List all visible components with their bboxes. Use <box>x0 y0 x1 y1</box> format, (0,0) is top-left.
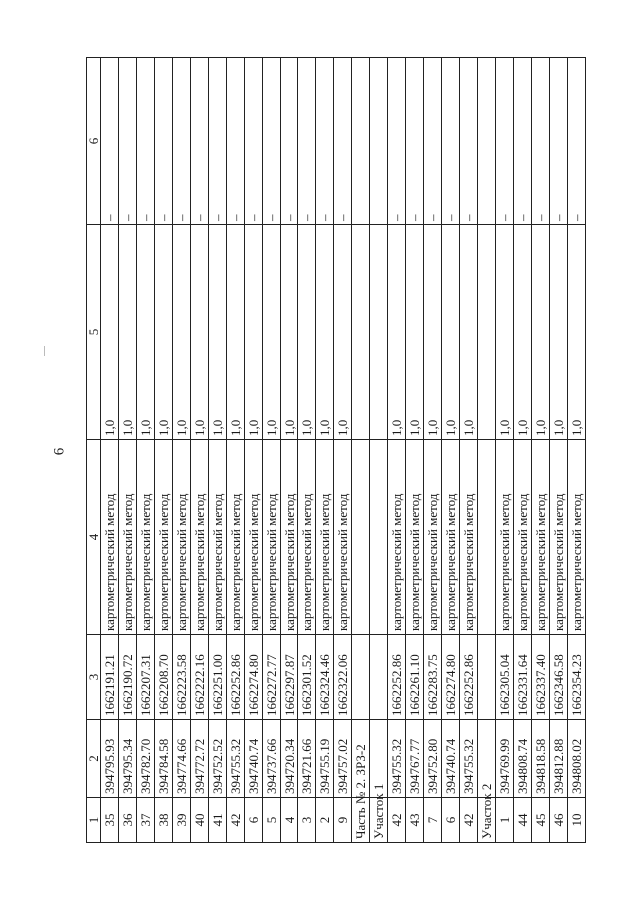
table-cell: 1,0 <box>406 225 424 440</box>
table-cell: 1662283.75 <box>424 635 442 720</box>
table-cell: 1662346.58 <box>549 635 567 720</box>
table-cell: картометрический метод <box>208 440 226 635</box>
table-cell: 1,0 <box>172 225 190 440</box>
table-row <box>190 58 208 843</box>
table-cell: – <box>280 58 298 225</box>
table-cell: картометрический метод <box>118 440 136 635</box>
table-cell: 394772.72 <box>190 720 208 798</box>
column-header: 1 <box>87 798 101 843</box>
table-row <box>280 58 298 843</box>
table-row <box>513 58 531 843</box>
table-cell: 1662331.64 <box>513 635 531 720</box>
table-cell: 41 <box>208 798 226 843</box>
table-cell: – <box>101 58 119 225</box>
table-cell: картометрический метод <box>460 440 478 635</box>
table-cell: 35 <box>101 798 119 843</box>
table-cell: 1 <box>495 798 513 843</box>
section-label: Часть № 2. ЗРЗ-2 <box>352 798 370 843</box>
empty-cell <box>478 635 496 720</box>
table-cell: 394757.02 <box>334 720 352 798</box>
table-row <box>442 58 460 843</box>
table-cell: 1662223.58 <box>172 635 190 720</box>
table-row <box>154 58 172 843</box>
document-sheet <box>86 58 586 843</box>
table-cell: – <box>334 58 352 225</box>
table-cell: 1,0 <box>190 225 208 440</box>
table-cell: 5 <box>262 798 280 843</box>
table-cell: картометрический метод <box>136 440 154 635</box>
table-cell: картометрический метод <box>442 440 460 635</box>
table-cell: 42 <box>388 798 406 843</box>
table-cell: 394812.88 <box>549 720 567 798</box>
table-cell: картометрический метод <box>172 440 190 635</box>
table-cell: 1,0 <box>531 225 549 440</box>
table-cell: – <box>424 58 442 225</box>
table-cell: 1662274.80 <box>244 635 262 720</box>
table-cell: 394752.52 <box>208 720 226 798</box>
table-cell: 394795.34 <box>118 720 136 798</box>
empty-cell <box>478 225 496 440</box>
empty-cell <box>352 440 370 635</box>
table-cell: 1662305.04 <box>495 635 513 720</box>
table-cell: 394755.19 <box>316 720 334 798</box>
table-cell: – <box>460 58 478 225</box>
empty-cell <box>352 225 370 440</box>
column-header: 6 <box>87 58 101 225</box>
table-cell: – <box>154 58 172 225</box>
table-cell: 43 <box>406 798 424 843</box>
table-cell: картометрический метод <box>244 440 262 635</box>
table-cell: 1,0 <box>280 225 298 440</box>
table-header-row <box>87 58 101 843</box>
column-header: 5 <box>87 225 101 440</box>
table-row <box>118 58 136 843</box>
table-cell: – <box>513 58 531 225</box>
table-cell: картометрический метод <box>388 440 406 635</box>
rotated-table-container <box>86 58 586 843</box>
table-cell: 394767.77 <box>406 720 424 798</box>
table-cell: 394740.74 <box>244 720 262 798</box>
table-cell: 394720.34 <box>280 720 298 798</box>
table-cell: 7 <box>424 798 442 843</box>
table-cell: 1662252.86 <box>460 635 478 720</box>
table-cell: картометрический метод <box>262 440 280 635</box>
table-cell: картометрический метод <box>154 440 172 635</box>
table-cell: 1,0 <box>549 225 567 440</box>
table-cell: – <box>549 58 567 225</box>
table-cell: 10 <box>567 798 585 843</box>
table-row <box>531 58 549 843</box>
table-row <box>424 58 442 843</box>
table-cell: – <box>298 58 316 225</box>
table-cell: 44 <box>513 798 531 843</box>
table-cell: картометрический метод <box>226 440 244 635</box>
column-header: 2 <box>87 720 101 798</box>
table-cell: 6 <box>244 798 262 843</box>
table-row <box>208 58 226 843</box>
table-cell: 1662354.23 <box>567 635 585 720</box>
table-cell: 1662191.21 <box>101 635 119 720</box>
table-cell: 1,0 <box>262 225 280 440</box>
table-cell: 1,0 <box>442 225 460 440</box>
empty-cell <box>370 635 388 720</box>
table-cell: 1,0 <box>226 225 244 440</box>
scan-mark <box>44 346 45 356</box>
table-row <box>101 58 119 843</box>
table-row <box>172 58 190 843</box>
table-cell: 39 <box>172 798 190 843</box>
table-cell: картометрический метод <box>334 440 352 635</box>
table-cell: 394795.93 <box>101 720 119 798</box>
table-cell: – <box>172 58 190 225</box>
empty-cell <box>352 635 370 720</box>
empty-cell <box>478 58 496 225</box>
table-cell: 1662252.86 <box>388 635 406 720</box>
coordinates-table <box>86 57 586 843</box>
table-cell: 2 <box>316 798 334 843</box>
table-cell: 1,0 <box>101 225 119 440</box>
table-cell: 45 <box>531 798 549 843</box>
table-cell: 394808.02 <box>567 720 585 798</box>
table-cell: 1662297.87 <box>280 635 298 720</box>
table-row <box>406 58 424 843</box>
section-label: Участок 2 <box>478 798 496 843</box>
table-cell: 394808.74 <box>513 720 531 798</box>
section-row <box>370 58 388 843</box>
table-cell: 394818.58 <box>531 720 549 798</box>
table-cell: 1662337.40 <box>531 635 549 720</box>
table-cell: 42 <box>226 798 244 843</box>
table-cell: 1662190.72 <box>118 635 136 720</box>
table-cell: 394774.66 <box>172 720 190 798</box>
empty-cell <box>352 58 370 225</box>
table-cell: 1662261.10 <box>406 635 424 720</box>
table-cell: 394740.74 <box>442 720 460 798</box>
table-row <box>460 58 478 843</box>
table-cell: 42 <box>460 798 478 843</box>
table-cell: 1,0 <box>388 225 406 440</box>
table-cell: – <box>495 58 513 225</box>
column-header: 4 <box>87 440 101 635</box>
table-cell: 1662324.46 <box>316 635 334 720</box>
section-row <box>352 58 370 843</box>
table-cell: 394755.32 <box>226 720 244 798</box>
table-cell: 1,0 <box>208 225 226 440</box>
table-cell: – <box>208 58 226 225</box>
table-cell: 1662272.77 <box>262 635 280 720</box>
empty-cell <box>370 440 388 635</box>
table-cell: – <box>388 58 406 225</box>
table-row <box>316 58 334 843</box>
table-cell: – <box>406 58 424 225</box>
table-cell: 1,0 <box>334 225 352 440</box>
table-body <box>101 58 586 843</box>
table-cell: 1,0 <box>298 225 316 440</box>
table-cell: 394755.32 <box>388 720 406 798</box>
empty-cell <box>478 440 496 635</box>
section-label: Участок 1 <box>370 798 388 843</box>
table-cell: 37 <box>136 798 154 843</box>
table-cell: – <box>118 58 136 225</box>
table-row <box>549 58 567 843</box>
table-cell: 1,0 <box>244 225 262 440</box>
table-row <box>226 58 244 843</box>
table-cell: 394752.80 <box>424 720 442 798</box>
table-cell: картометрический метод <box>298 440 316 635</box>
table-cell: картометрический метод <box>101 440 119 635</box>
table-cell: 394782.70 <box>136 720 154 798</box>
table-row <box>567 58 585 843</box>
column-header: 3 <box>87 635 101 720</box>
table-cell: – <box>316 58 334 225</box>
table-cell: – <box>442 58 460 225</box>
table-cell: 1662322.06 <box>334 635 352 720</box>
table-cell: 1,0 <box>495 225 513 440</box>
table-row <box>244 58 262 843</box>
table-cell: – <box>136 58 154 225</box>
table-cell: картометрический метод <box>424 440 442 635</box>
table-cell: 6 <box>442 798 460 843</box>
section-row <box>478 58 496 843</box>
table-row <box>495 58 513 843</box>
table-cell: картометрический метод <box>567 440 585 635</box>
table-cell: 394721.66 <box>298 720 316 798</box>
table-cell: 1,0 <box>513 225 531 440</box>
table-cell: картометрический метод <box>406 440 424 635</box>
table-row <box>298 58 316 843</box>
table-cell: 1662222.16 <box>190 635 208 720</box>
table-cell: 1,0 <box>460 225 478 440</box>
table-cell: 1,0 <box>154 225 172 440</box>
table-cell: – <box>567 58 585 225</box>
table-cell: 1662252.86 <box>226 635 244 720</box>
table-cell: – <box>531 58 549 225</box>
table-cell: 394784.58 <box>154 720 172 798</box>
page-number: 6 <box>51 447 68 456</box>
table-row <box>334 58 352 843</box>
table-cell: 394769.99 <box>495 720 513 798</box>
table-cell: 394737.66 <box>262 720 280 798</box>
table-cell: картометрический метод <box>531 440 549 635</box>
table-cell: – <box>244 58 262 225</box>
table-cell: картометрический метод <box>495 440 513 635</box>
table-row <box>262 58 280 843</box>
empty-cell <box>370 58 388 225</box>
table-cell: 40 <box>190 798 208 843</box>
table-cell: 1,0 <box>567 225 585 440</box>
table-cell: картометрический метод <box>280 440 298 635</box>
table-cell: 1,0 <box>424 225 442 440</box>
table-cell: 3 <box>298 798 316 843</box>
table-cell: 46 <box>549 798 567 843</box>
table-cell: 38 <box>154 798 172 843</box>
table-cell: картометрический метод <box>513 440 531 635</box>
table-cell: 9 <box>334 798 352 843</box>
table-cell: 1,0 <box>136 225 154 440</box>
table-cell: 1662207.31 <box>136 635 154 720</box>
table-cell: – <box>226 58 244 225</box>
table-row <box>136 58 154 843</box>
table-cell: 1,0 <box>118 225 136 440</box>
table-cell: 1662274.80 <box>442 635 460 720</box>
table-cell: 4 <box>280 798 298 843</box>
empty-cell <box>370 225 388 440</box>
table-row <box>388 58 406 843</box>
table-cell: картометрический метод <box>316 440 334 635</box>
table-cell: 1,0 <box>316 225 334 440</box>
table-cell: – <box>262 58 280 225</box>
table-cell: 36 <box>118 798 136 843</box>
table-cell: 1662208.70 <box>154 635 172 720</box>
table-cell: 394755.32 <box>460 720 478 798</box>
table-cell: картометрический метод <box>190 440 208 635</box>
table-cell: 1662251.00 <box>208 635 226 720</box>
table-cell: 1662301.52 <box>298 635 316 720</box>
table-cell: картометрический метод <box>549 440 567 635</box>
table-cell: – <box>190 58 208 225</box>
